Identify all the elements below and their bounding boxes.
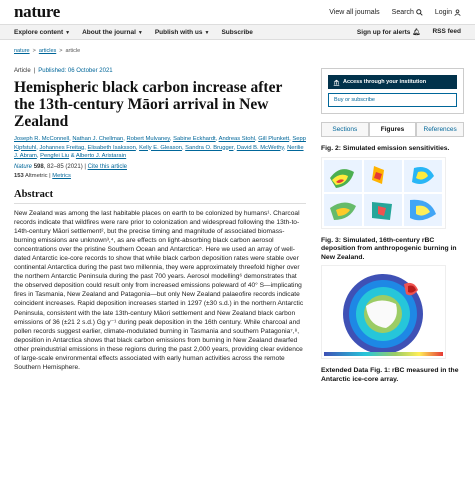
- chevron-down-icon: ▼: [137, 29, 143, 36]
- article-metrics: [14, 173, 306, 179]
- author-link[interactable]: Nerilie J. Abram: [14, 144, 304, 159]
- search-button[interactable]: [392, 9, 423, 16]
- author-link[interactable]: Alberto J. Aristarain: [75, 153, 127, 159]
- view-all-journals-label: View all journals: [329, 8, 380, 16]
- tab-figures[interactable]: Figures: [369, 122, 417, 136]
- journal-citation: [14, 164, 306, 170]
- view-all-journals-link[interactable]: [329, 9, 379, 16]
- article-title: Hemispheric black carbon increase after the 13th-century Māori arrival in New Zealand: [14, 79, 283, 130]
- publish-with-us-menu[interactable]: [155, 29, 210, 36]
- extended-figure-1-title[interactable]: Extended Data Fig. 1: rBC measured in the Antarctic ice-core array.: [321, 367, 459, 383]
- author-link[interactable]: Nathan J. Chellman: [72, 136, 124, 142]
- breadcrumb-article: article: [65, 48, 81, 54]
- login-label: Login: [434, 8, 452, 16]
- breadcrumb-separator: >: [59, 48, 63, 54]
- main-nav: [0, 24, 475, 40]
- alerts-label: Sign up for alerts: [356, 29, 411, 36]
- access-label: Access through your institution: [343, 79, 427, 85]
- journal-pages: , 82–85 (2021): [43, 163, 83, 170]
- author-link[interactable]: David B. McWethy: [236, 144, 284, 151]
- abstract-text: New Zealand was among the last habitable places on earth to be colonized by humans¹. Charcoal records indicate that wildfires were rare prior to colonization and widespread following the 13th-to-14th-century Māori settlement², but the precise timing and magnitude of associated biomass-burning emissions are unknown³,⁴, as are effects on light-absorbing black carbon aerosol concentrations over the pristine Southern Ocean and Antarctica⁵. Here we used an array of well-dated Antarctic ice-core records to show that while black carbon deposition rates were stable over continental Antarctica during the past two millennia, they were approximately threefold higher over the northern Antarctic Peninsula during the past 700 years. Aerosol modelling⁶ demonstrates that the observed deposition could result only from increased emissions poleward of 40° S—implicating fires in Tasmania, New Zealand and Patagonia—but only New Zealand palaeofire records indicate coincident increases. Rapid deposition increases started in 1297 (±30 s.d.) in the northern Antarctic Peninsula, consistent with the late 13th-century Māori settlement and New Zealand black carbon emissions of 36 (±21 2 s.d.) Gg y⁻¹ during peak deposition in the 16th century. While charcoal and pollen records suggest earlier, climate-modulated burning in Tasmania and southern Patagonia⁷,⁸, deposition in Antarctica shows that black carbon emissions from burning in New Zealand dwarfed other preindustrial emissions in these regions during the past 2,000 years, providing clear evidence of large-scale environmental effects associated with early human activities across the remote Southern Hemisphere.: [14, 209, 304, 372]
- top-bar: [0, 0, 475, 24]
- rss-feed-link[interactable]: RSS feed: [432, 28, 461, 35]
- search-icon: [416, 9, 423, 16]
- nature-logo[interactable]: nature: [14, 2, 61, 21]
- metrics-link[interactable]: Metrics: [52, 172, 71, 179]
- login-button[interactable]: [435, 9, 461, 16]
- breadcrumb-nature[interactable]: nature: [14, 48, 30, 54]
- buy-or-subscribe-button[interactable]: Buy or subscribe: [328, 93, 457, 107]
- tab-sections[interactable]: Sections: [321, 122, 369, 136]
- access-box: [321, 68, 464, 114]
- meta-separator: |: [84, 163, 86, 170]
- figure-3-image: [322, 266, 445, 358]
- breadcrumb-separator: >: [32, 48, 36, 54]
- author-link[interactable]: Joseph R. McConnell: [14, 136, 70, 142]
- author-link[interactable]: Gill Plunkett: [258, 136, 290, 142]
- bell-icon: 🔔︎: [412, 29, 421, 36]
- article-meta: [14, 68, 306, 74]
- tab-references[interactable]: References: [416, 122, 464, 136]
- figure-2-thumbnail[interactable]: [321, 157, 446, 229]
- article-type: Article: [14, 68, 31, 74]
- figure-2-image: [322, 158, 445, 228]
- altmetric-score: 153: [14, 172, 24, 179]
- author-link[interactable]: Sepp Kipfstuhl: [14, 136, 306, 151]
- journal-volume: 598: [33, 163, 44, 170]
- figure-3-thumbnail[interactable]: [321, 265, 446, 359]
- top-links: [329, 9, 461, 16]
- breadcrumb-articles[interactable]: articles: [38, 48, 57, 54]
- about-journal-menu[interactable]: [82, 29, 143, 36]
- altmetric-label: Altmetric: [24, 172, 48, 179]
- author-link[interactable]: Andreas Stohl: [218, 136, 255, 142]
- journal-name[interactable]: Nature: [14, 163, 33, 170]
- abstract-heading: Abstract: [14, 189, 306, 204]
- figure-2-title[interactable]: Fig. 2: Simulated emission sensitivities.: [321, 145, 450, 152]
- article-main: [14, 68, 306, 372]
- author-list: Joseph R. McConnell, Nathan J. Chellman, Robert Mulvaney, Sabine Eckhardt, Andreas Stohl, Gill Plunkett, Sepp Kipfstuhl, Johannes Freitag, Elisabeth Isaksson, Kelly E. Gleason, Sandra O. Brugger, David B. McWethy, Nerilie J. Abram, Pengfei Liu & Alberto J. Aristarain: [14, 136, 306, 159]
- publish-label: Publish with us: [154, 28, 203, 36]
- explore-content-label: Explore content: [14, 28, 64, 36]
- user-icon: [454, 9, 461, 16]
- search-label: Search: [391, 8, 414, 16]
- meta-separator: |: [33, 68, 36, 74]
- cite-this-article-link[interactable]: Cite this article: [87, 163, 127, 170]
- sign-up-alerts-link[interactable]: [357, 28, 421, 36]
- about-journal-label: About the journal: [82, 28, 136, 36]
- author-link[interactable]: Pengfei Liu: [40, 153, 70, 159]
- author-link[interactable]: Johannes Freitag: [39, 144, 85, 151]
- institution-icon: [333, 79, 340, 86]
- meta-separator: |: [49, 172, 51, 179]
- access-institution-button[interactable]: [328, 75, 457, 89]
- explore-content-menu[interactable]: [14, 29, 70, 36]
- author-link[interactable]: Sandra O. Brugger: [185, 144, 234, 151]
- figure-3-title[interactable]: Fig. 3: Simulated, 16th-century rBC deposition from anthropogenic burning in New Zealand.: [321, 236, 457, 261]
- sidebar-tabs: [321, 122, 464, 137]
- author-link[interactable]: Kelly E. Gleason: [139, 144, 182, 151]
- published-date: Published: 06 October 2021: [38, 68, 113, 74]
- breadcrumb: [14, 48, 80, 54]
- author-link[interactable]: Elisabeth Isaksson: [87, 144, 136, 151]
- author-link[interactable]: Robert Mulvaney: [126, 136, 170, 142]
- chevron-down-icon: ▼: [204, 29, 210, 36]
- subscribe-link[interactable]: Subscribe: [221, 28, 253, 36]
- chevron-down-icon: ▼: [65, 29, 71, 36]
- sidebar: [321, 68, 464, 384]
- author-link[interactable]: Sabine Eckhardt: [173, 136, 216, 142]
